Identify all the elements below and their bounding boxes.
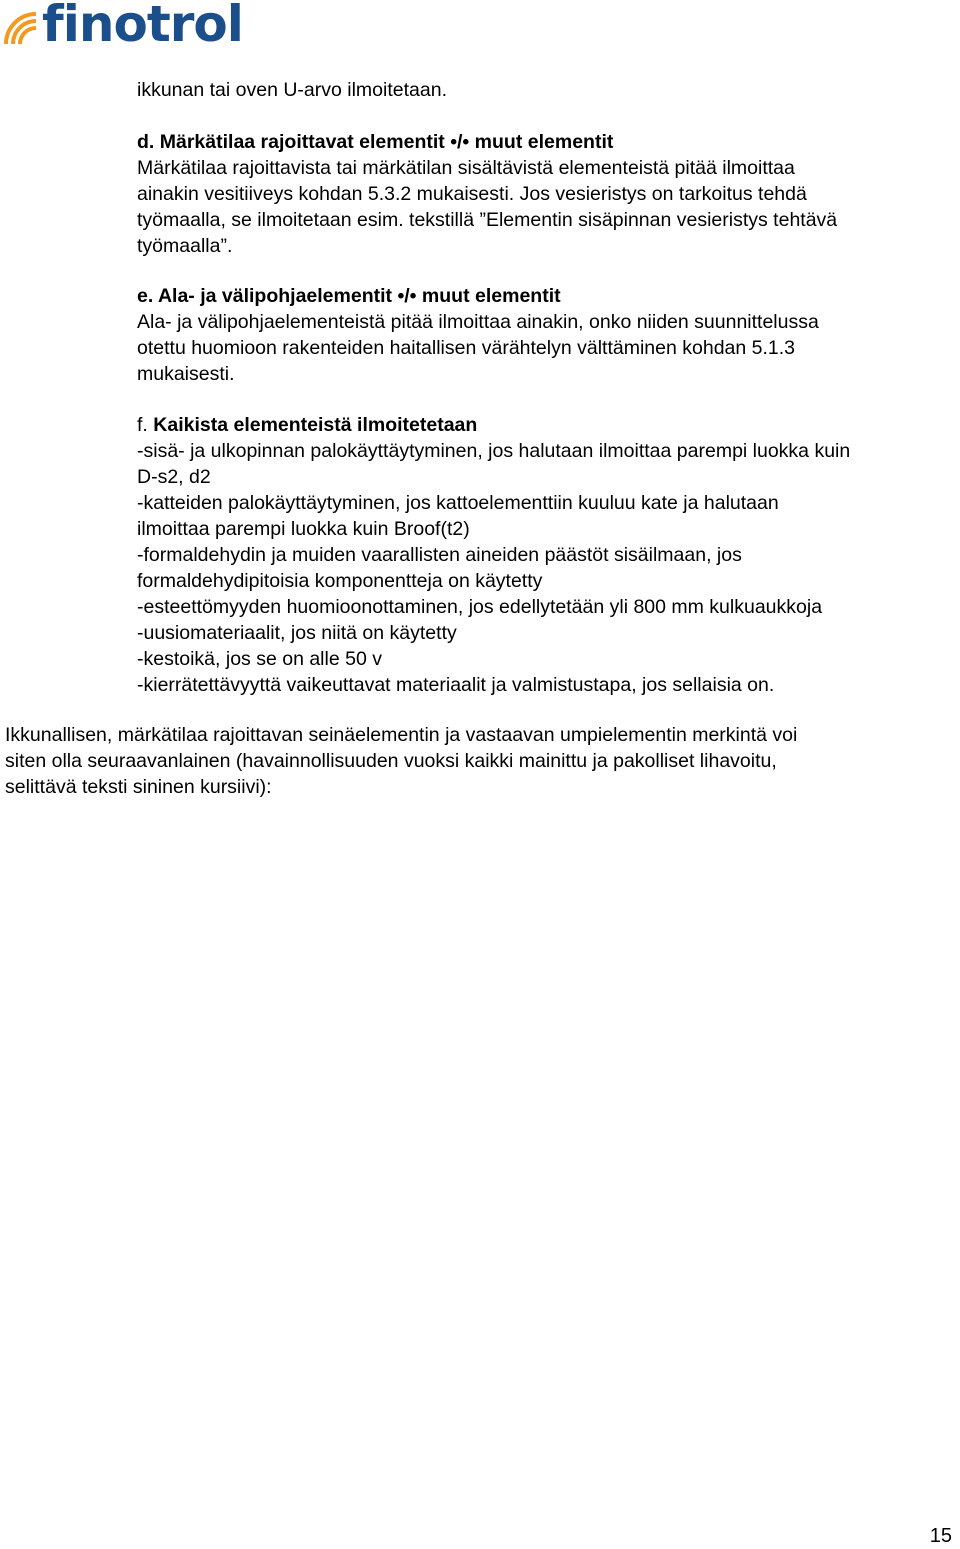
section-d-heading: d. Märkätilaa rajoittavat elementit •/• muut elementit [137,131,614,153]
intro-text [137,77,947,103]
section-f-line: -formaldehydin ja muiden vaarallisten aineiden päästöt sisäilmaan, jos [137,544,742,566]
section-f-line: D-s2, d2 [137,466,211,488]
section-e-line: mukaisesti. [137,363,235,385]
closing-line: siten olla seuraavanlainen (havainnollisuuden vuoksi kaikki mainittu ja pakolliset lihavoitu, [5,750,777,772]
section-f [137,412,947,698]
section-d [137,129,947,259]
section-f-heading: Kaikista elementeistä ilmoitetetaan [153,414,478,436]
section-f-line: -sisä- ja ulkopinnan palokäyttäytyminen, jos halutaan ilmoittaa parempi luokka kuin [137,440,851,462]
section-d-line: ainakin vesitiiveys kohdan 5.3.2 mukaisesti. Jos vesieristys on tarkoitus tehdä [137,183,807,205]
section-e-heading: e. Ala- ja välipohjaelementit •/• muut elementit [137,285,561,307]
closing-line: Ikkunallisen, märkätilaa rajoittavan seinäelementin ja vastaavan umpielementin merkintä voi [5,724,798,746]
section-d-line: Märkätilaa rajoittavista tai märkätilan sisältävistä elementeistä pitää ilmoittaa [137,157,795,179]
section-e [137,283,947,387]
section-f-line: formaldehydipitoisia komponentteja on käytetty [137,570,543,592]
section-d-line: työmaalla, se ilmoitetaan esim. tekstillä ”Elementin sisäpinnan vesieristys tehtävä [137,209,838,231]
section-e-line: otettu huomioon rakenteiden haitallisen värähtelyn välttäminen kohdan 5.1.3 [137,337,796,359]
section-f-line: -kierrätettävyyttä vaikeuttavat materiaalit ja valmistustapa, jos sellaisia on. [137,674,775,696]
intro-line: ikkunan tai oven U-arvo ilmoitetaan. [137,79,447,101]
page-number: 15 [929,1525,952,1547]
section-f-line: -uusiomateriaalit, jos niitä on käytetty [137,622,457,644]
section-f-line: ilmoittaa parempi luokka kuin Broof(t2) [137,518,470,540]
section-e-line: Ala- ja välipohjaelementeistä pitää ilmoittaa ainakin, onko niiden suunnittelussa [137,311,819,333]
section-f-prefix: f. [137,414,154,436]
section-d-line: työmaalla”. [137,235,233,257]
finotrol-logo [4,0,294,53]
section-f-line: -esteettömyyden huomioonottaminen, jos edellytetään yli 800 mm kulkuaukkoja [137,596,823,618]
section-f-line: -kestoikä, jos se on alle 50 v [137,648,382,670]
logo-text: finotrol [42,0,243,53]
closing-paragraph [5,722,935,800]
section-f-heading-line [137,412,947,438]
section-f-line: -katteiden palokäyttäytyminen, jos kattoelementtiin kuuluu kate ja halutaan [137,492,779,514]
closing-line: selittävä teksti sininen kursiivi): [5,776,272,798]
